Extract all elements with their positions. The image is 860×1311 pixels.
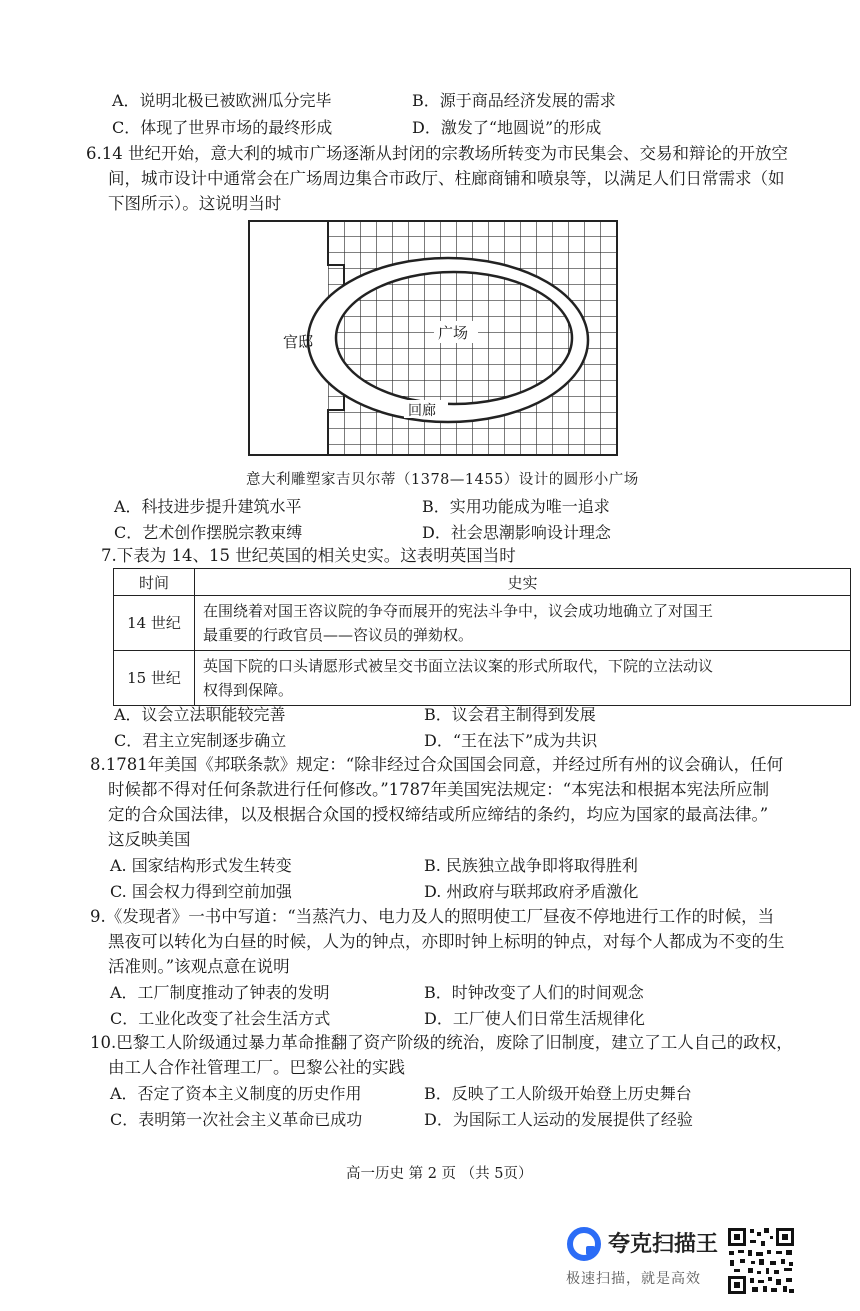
table-row [114, 596, 851, 651]
scanner-slogan: 极速扫描，就是高效 [566, 1271, 701, 1287]
figure-caption: 意大利雕塑家吉贝尔蒂（1378—1455）设计的圆形小广场 [246, 472, 639, 488]
row-fact-line: 英国下院的口头请愿形式被呈交书面立法议案的形式所取代，下院的立法动议 [203, 657, 714, 675]
row-fact-line: 最重要的行政官员——咨议员的弹劾权。 [203, 626, 474, 644]
qr-code-icon [726, 1226, 796, 1296]
q9-stem-line3: 活准则。”该观点意在说明 [108, 957, 290, 976]
q9-stem-line2: 黑夜可以转化为白昼的时候，人为的钟点，亦即时钟上标明的钟点，对每个人都成为不变的生 [108, 932, 785, 951]
q8-stem-line2: 时候都不得对任何条款进行任何修改。”1787年美国宪法规定：“本宪法和根据本宪法所应制 [108, 780, 770, 799]
q10-stem-line1: 10.巴黎工人阶级通过暴力革命推翻了资产阶级的统治，废除了旧制度，建立了工人自己的政权， [90, 1033, 793, 1052]
row-fact-line: 在围绕着对国王咨议院的争夺而展开的宪法斗争中，议会成功地确立了对国王 [203, 602, 714, 620]
table-header-row [114, 569, 851, 596]
q5-option-b: B．源于商品经济发展的需求 [412, 91, 616, 110]
q8-stem-line4: 这反映美国 [108, 830, 191, 849]
header-time: 时间 [114, 569, 195, 596]
row-fact [195, 651, 851, 706]
q9-option-a: A．工厂制度推动了钟表的发明 [110, 983, 330, 1002]
official-residence-label: 官邸 [283, 333, 314, 351]
row-time: 14 世纪 [114, 596, 195, 651]
row-fact-line: 权得到保障。 [203, 681, 294, 699]
table-row [114, 651, 851, 706]
page-footer: 高一历史 第 2 页 （共 5页） [346, 1166, 533, 1182]
row-fact [195, 596, 851, 651]
q8-option-a: A. 国家结构形式发生转变 [110, 856, 292, 875]
q5-option-a: A．说明北极已被欧洲瓜分完毕 [112, 91, 332, 110]
q6-stem-line1: 6.14 世纪开始，意大利的城市广场逐渐从封闭的宗教场所转变为市民集会、交易和辩论的开放空 [86, 144, 788, 163]
q9-stem-line1: 9.《发现者》一书中写道：“当蒸汽力、电力及人的照明使工厂昼夜不停地进行工作的时候，当 [90, 907, 775, 926]
q8-stem-line1: 8.1781年美国《邦联条款》规定：“除非经过合众国国会同意，并经过所有州的议会确认，任何 [90, 755, 784, 774]
q5-option-c: C．体现了世界市场的最终形成 [112, 118, 333, 137]
q10-option-c: C．表明第一次社会主义革命已成功 [110, 1110, 363, 1129]
q10-option-d: D．为国际工人运动的发展提供了经验 [424, 1110, 693, 1129]
q7-option-a: A．议会立法职能较完善 [114, 705, 286, 724]
q9-option-b: B．时钟改变了人们的时间观念 [424, 983, 644, 1002]
q6-stem-line2: 间，城市设计中通常会在广场周边集合市政厅、柱廊商铺和喷泉等，以满足人们日常需求（如 [108, 169, 785, 188]
q8-stem-line3: 定的合众国法律，以及根据合众国的授权缔结或所应缔结的条约，均应为国家的最高法律。” [108, 805, 769, 824]
square-label: 广场 [438, 324, 469, 342]
plaza-diagram [248, 220, 618, 456]
header-facts: 史实 [195, 569, 851, 596]
q9-option-c: C．工业化改变了社会生活方式 [110, 1009, 331, 1028]
q6-option-c: C．艺术创作摆脱宗教束缚 [114, 523, 303, 542]
q7-option-b: B．议会君主制得到发展 [424, 705, 596, 724]
q10-stem-line2: 由工人合作社管理工厂。巴黎公社的实践 [108, 1058, 405, 1077]
q7-stem: 7.下表为 14、15 世纪英国的相关史实。这表明英国当时 [101, 546, 516, 565]
q8-option-b: B. 民族独立战争即将取得胜利 [424, 856, 638, 875]
q10-option-a: A．否定了资本主义制度的历史作用 [110, 1084, 362, 1103]
q6-option-b: B．实用功能成为唯一追求 [422, 497, 610, 516]
q9-option-d: D．工厂使人们日常生活规律化 [424, 1009, 645, 1028]
q7-option-c: C．君主立宪制逐步确立 [114, 731, 287, 750]
row-time: 15 世纪 [114, 651, 195, 706]
q7-option-d: D．“王在法下”成为共识 [424, 731, 598, 750]
q8-option-c: C. 国会权力得到空前加强 [110, 882, 292, 901]
q6-stem-line3: 下图所示）。这说明当时 [108, 194, 282, 213]
scanner-brand: 夸克扫描王 [608, 1232, 719, 1257]
q6-option-d: D．社会思潮影响设计理念 [422, 523, 611, 542]
scanner-logo-icon [566, 1226, 602, 1262]
q8-option-d: D. 州政府与联邦政府矛盾激化 [424, 882, 639, 901]
q5-option-d: D．激发了“地圆说”的形成 [412, 118, 602, 137]
q10-option-b: B．反映了工人阶级开始登上历史舞台 [424, 1084, 692, 1103]
history-table [113, 568, 851, 706]
colonnade-label: 回廊 [408, 403, 436, 419]
q6-option-a: A．科技进步提升建筑水平 [114, 497, 302, 516]
